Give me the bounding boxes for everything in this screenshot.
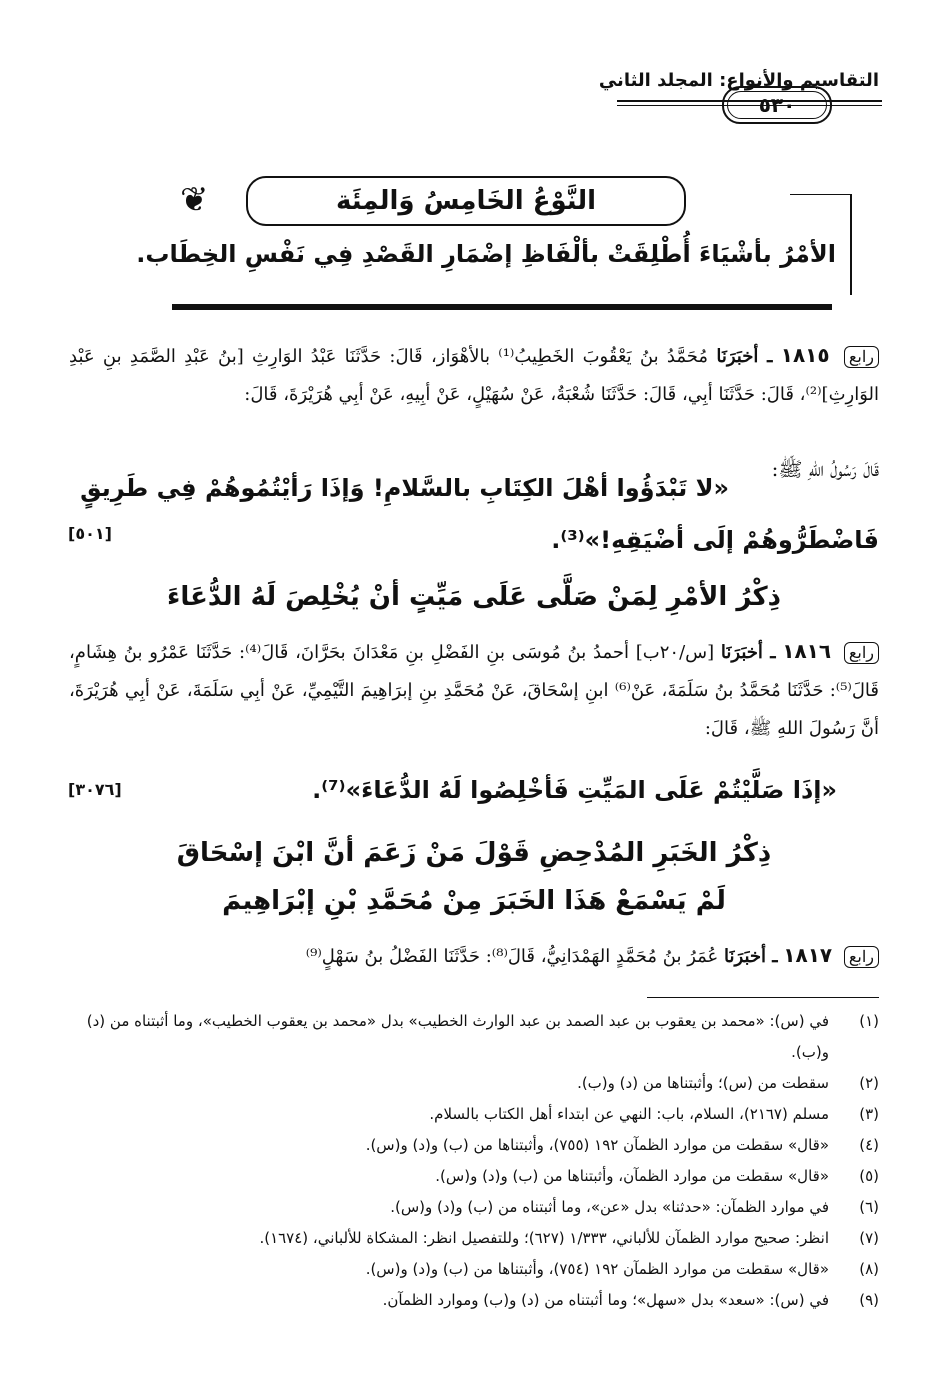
rank-badge: رابع xyxy=(844,642,879,664)
rank-badge: رابع xyxy=(844,346,879,368)
footnote-text: «قال» سقطت من موارد الظمآن ١٩٢ (٧٥٥)، وأثبتناها من (ب) و(د) و(س). xyxy=(365,1136,829,1154)
footnote xyxy=(69,1192,879,1223)
footnote-text: انظر: صحيح موارد الظمآن للألباني، ١/٣٣٣ (٦٢٧)؛ وللتفصيل انظر: المشكاة للألباني، (١٦٧٤). xyxy=(259,1229,829,1247)
footnote-number: (٩) xyxy=(859,1291,879,1309)
type-title-box xyxy=(246,176,686,226)
hadith-matn: «إذَا صَلَّيْتُمْ عَلَى المَيِّتِ فَأخْلِصُوا لَهُ الدُّعَاءَ»⁽⁷⁾. xyxy=(312,776,837,804)
footnote-text: «قال» سقطت من موارد الظمآن ١٩٢ (٧٥٤)، وأثبتناها من (ب) و(د) و(س). xyxy=(365,1260,829,1278)
footnote xyxy=(69,1068,879,1099)
hadith-isnad: رابع ١٨١٥ ـ أخبَرَنَا مُحَمَّدُ بنُ يَعْقُوبَ الخَطِيبُ⁽¹⁾ بالأهْوَاز، قَالَ: حَدَّثَنَا عَبْدُ الوَارِثِ [بنُ عَبْدِ الصَّمَدِ بنِ عَبْدِ الوَارِثِ]⁽²⁾، قَالَ: حَدَّثَنَا أبِي، قَالَ: حَدَّثَنَا شُعْبَةُ، عَنْ سُهَيْلٍ، عَنْ أبِيهِ، عَنْ أبِي هُرَيْرَةَ، قَالَ: xyxy=(69,343,879,405)
footnote-number: (٤) xyxy=(859,1136,879,1154)
hadith-reference: [٣٠٧٦] xyxy=(68,780,122,799)
footnote-text: في موارد الظمآن: «حدثنا» بدل «عن»، وما أثبتناه من (ب) و(د) و(س). xyxy=(390,1198,829,1216)
footnote-text: مسلم (٢١٦٧)، السلام، باب: النهي عن ابتداء أهل الكتاب بالسلام. xyxy=(429,1105,829,1123)
footnote xyxy=(69,1285,879,1316)
footnote xyxy=(69,1223,879,1254)
isnad-text: مُحَمَّدُ بنُ يَعْقُوبَ الخَطِيبُ⁽¹⁾ بالأهْوَاز، قَالَ: حَدَّثَنَا عَبْدُ الوَارِثِ [بنُ عَبْدِ الصَّمَدِ بنِ عَبْدِ الوَارِثِ]⁽²⁾، قَالَ: حَدَّثَنَا أبِي، قَالَ: حَدَّثَنَا شُعْبَةُ، عَنْ سُهَيْلٍ، عَنْ أبِيهِ، عَنْ أبِي هُرَيْرَةَ، قَالَ: xyxy=(69,346,879,405)
footnote-text: سقطت من (س)؛ وأثبتناها من (د) و(ب). xyxy=(577,1074,829,1092)
chapter-heading: ذِكْرُ الخَبَرِ المُدْحِضِ قَوْلَ مَنْ زَعَمَ أنَّ ابْنَ إسْحَاقَ xyxy=(176,838,772,868)
type-subtitle: الأمْرُ بأشْيَاءَ أُطْلِقَتْ بألْفَاظِ إضْمَارِ القَصْدِ فِي نَفْسِ الخِطَاب. xyxy=(136,240,836,268)
chapter-heading: ذِكْرُ الأمْرِ لِمَنْ صَلَّى عَلَى مَيِّتٍ أنْ يُخْلِصَ لَهُ الدُّعَاءَ xyxy=(167,582,781,612)
footnote-text: «قال» سقطت من موارد الظمآن، وأثبتناها من (ب) و(د) و(س). xyxy=(435,1167,829,1185)
isnad-text: [س/٢٠ب] أحمدُ بنُ مُوسَى بنِ الفَضْلِ بنِ مَعْدَانَ بحَرَّانَ، قَالَ⁽⁴⁾: حَدَّثَنَا عَمْرُو بنُ هِشَامٍ، قَالَ⁽⁵⁾: حَدَّثَنَا مُحَمَّدُ بنُ سَلَمَةَ، عَنْ⁽⁶⁾ ابنِ إسْحَاقَ، عَنْ مُحَمَّدِ بنِ إبرَاهِيمَ التَّيْمِيِّ، عَنْ أبِي سَلَمَةَ، عَنْ أبِي هُرَيْرَةَ، أنَّ رَسُولَ اللهِ ﷺ، قَالَ: xyxy=(69,642,879,739)
footnote-number: (٥) xyxy=(859,1167,879,1185)
hadith-isnad: رابع ١٨١٧ ـ أخبَرَنَا عُمَرُ بنُ مُحَمَّدٍ الهَمْدَانِيُّ، قَالَ⁽⁸⁾: حَدَّثَنَا الفَضْلُ بنُ سَهْلٍ⁽⁹⁾ xyxy=(69,936,879,976)
footnote-text: في (س): «محمد بن يعقوب بن عبد الصمد بن عبد الوارث الخطيب» بدل «محمد بن يعقوب الخطيب»، وما أثبتناه من (د) و(ب). xyxy=(86,1012,829,1061)
hadith-matn: «لا تَبْدَؤُوا أهْلَ الكِتَابِ بالسَّلامِ! وَإذَا رَأيْتُمُوهُمْ فِي طَرِيقٍ فَاضْطَرُّوهُمْ إلَى أضْيَقِهِ!»⁽³⁾. xyxy=(80,474,879,554)
isnad-text: عُمَرُ بنُ مُحَمَّدٍ الهَمْدَانِيُّ، قَالَ⁽⁸⁾: حَدَّثَنَا الفَضْلُ بنُ سَهْلٍ⁽⁹⁾ xyxy=(305,946,719,967)
hadith-number: ١٨١٦ xyxy=(782,639,832,663)
footnote-number: (٨) xyxy=(859,1260,879,1278)
ornament-icon: ❦ xyxy=(180,180,209,220)
rank-badge: رابع xyxy=(844,946,879,968)
akhbarana-word: أخبَرَنَا xyxy=(716,346,759,367)
running-title: التقاسيم والأنواع: المجلد الثاني xyxy=(598,70,879,91)
page-number: ٥٣٠ xyxy=(758,93,796,117)
section-divider xyxy=(172,304,832,310)
footnote xyxy=(69,1099,879,1130)
akhbarana-word: أخبَرَنَا xyxy=(724,946,767,967)
akhbarana-word: أخبَرَنَا xyxy=(720,642,763,663)
matn-intro: قَالَ رَسُولُ اللهِ ﷺ: xyxy=(771,457,879,481)
footnote-separator xyxy=(647,997,879,998)
footnotes xyxy=(69,1006,879,1316)
chapter-heading: لَمْ يَسْمَعْ هَذَا الخَبَرَ مِنْ مُحَمَّدِ بْنِ إبْرَاهِيمَ xyxy=(222,886,726,916)
footnote-number: (٣) xyxy=(859,1105,879,1123)
footnote xyxy=(69,1254,879,1285)
footnote xyxy=(69,1006,879,1068)
section-title-frame xyxy=(96,176,856,302)
footnote-number: (٦) xyxy=(859,1198,879,1216)
page-number-frame xyxy=(722,86,832,124)
hadith-number: ١٨١٥ xyxy=(780,343,830,367)
hadith-number: ١٨١٧ xyxy=(783,943,833,967)
footnote xyxy=(69,1130,879,1161)
hadith-reference: [٥٠١] xyxy=(68,524,112,543)
footnote-number: (١) xyxy=(859,1012,879,1030)
footnote-text: في (س): «سعد» بدل «سهل»؛ وما أثبتناه من (د) و(ب) وموارد الظمآن. xyxy=(382,1291,829,1309)
footnote-number: (٧) xyxy=(859,1229,879,1247)
type-title: النَّوْعُ الخَامِسُ وَالمِئَة xyxy=(335,186,597,216)
hadith-isnad: رابع ١٨١٦ ـ أخبَرَنَا [س/٢٠ب] أحمدُ بنُ مُوسَى بنِ الفَضْلِ بنِ مَعْدَانَ بحَرَّانَ، قَالَ⁽⁴⁾: حَدَّثَنَا عَمْرُو بنُ هِشَامٍ، قَالَ⁽⁵⁾: حَدَّثَنَا مُحَمَّدُ بنُ سَلَمَةَ، عَنْ⁽⁶⁾ ابنِ إسْحَاقَ، عَنْ مُحَمَّدِ بنِ إبرَاهِيمَ التَّيْمِيِّ، عَنْ أبِي سَلَمَةَ، عَنْ أبِي هُرَيْرَةَ، أنَّ رَسُولَ اللهِ ﷺ، قَالَ: xyxy=(69,639,879,739)
header-rule xyxy=(832,100,882,106)
footnote-number: (٢) xyxy=(859,1074,879,1092)
footnote xyxy=(69,1161,879,1192)
